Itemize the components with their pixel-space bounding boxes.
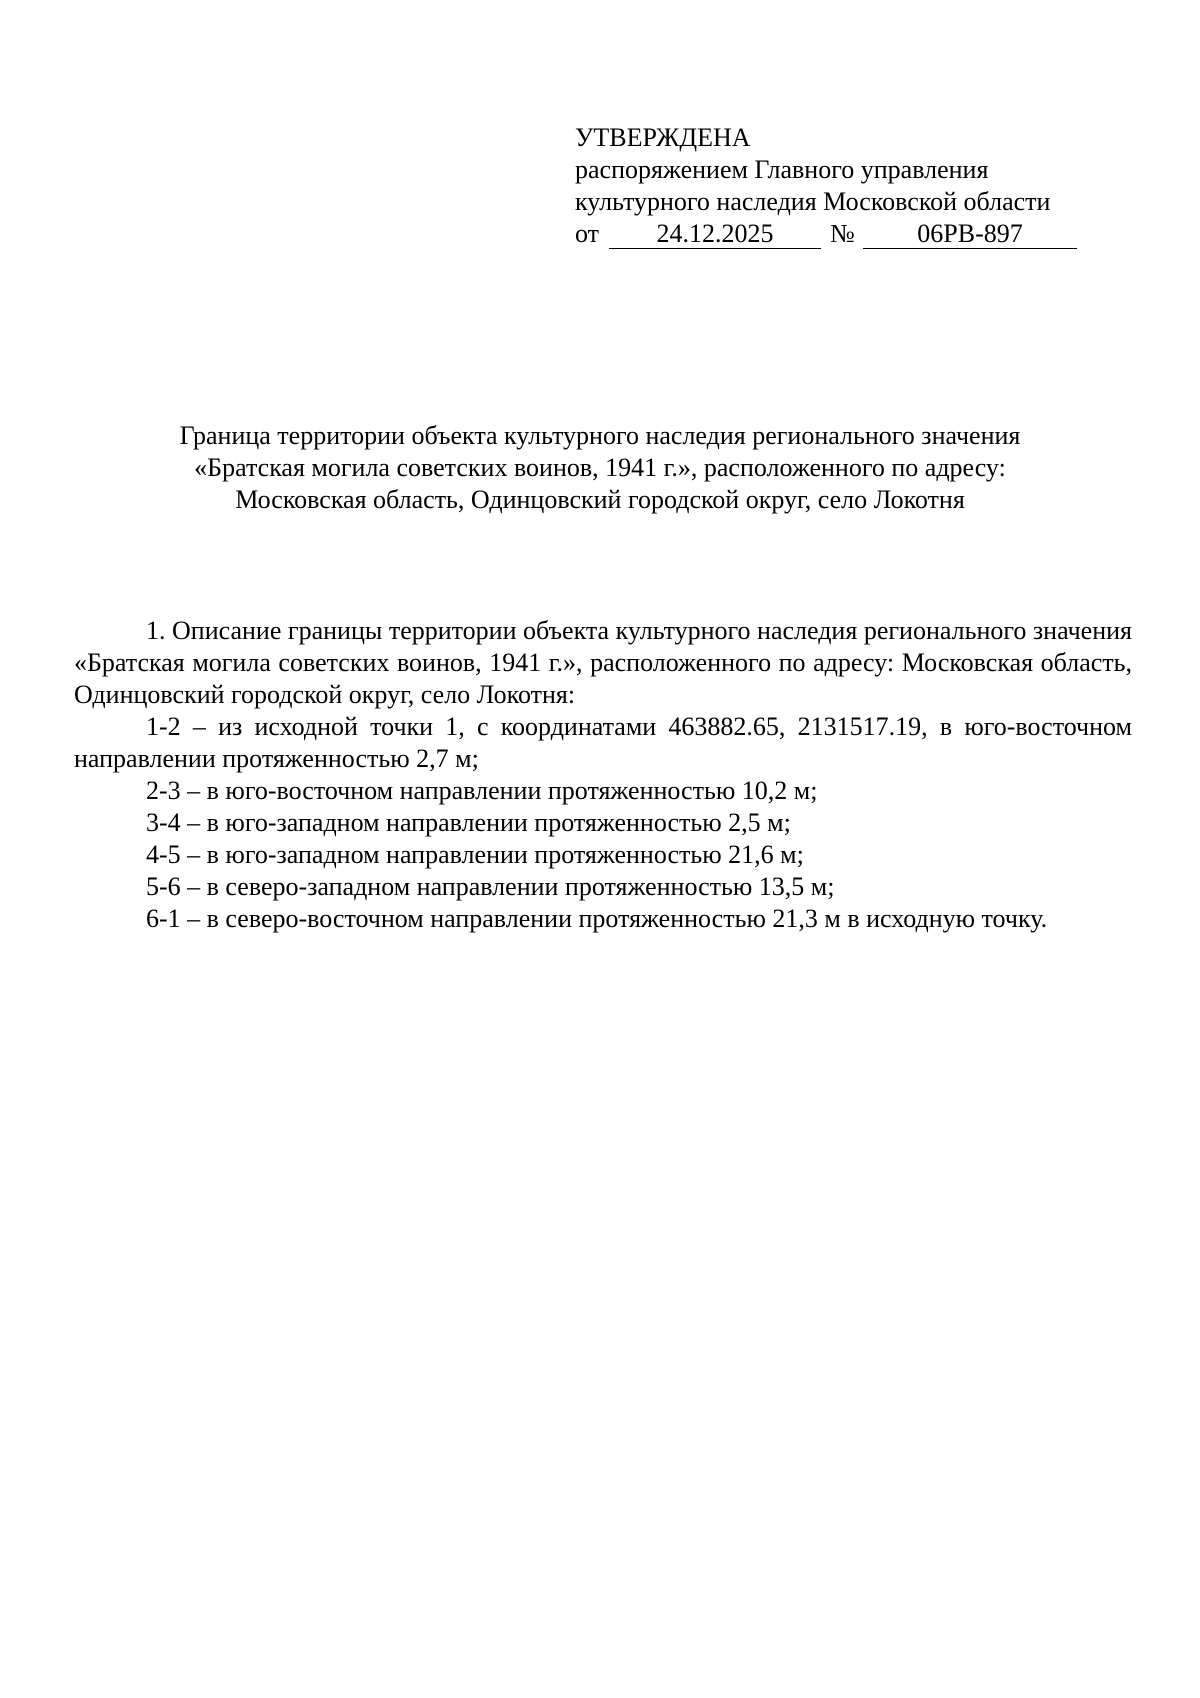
title-line-2: «Братская могила советских воинов, 1941 г.», расположенного по адресу: (194, 453, 1006, 482)
paragraph-segment-5-6: 5-6 – в северо-западном направлении протяженностью 13,5 м; (146, 872, 835, 901)
approval-number: 06РВ-897 (863, 218, 1077, 249)
document-title (80, 420, 1120, 516)
paragraph-segment-6-1: 6-1 – в северо-восточном направлении протяженностью 21,3 м в исходную точку. (146, 904, 1048, 933)
number-sign: № (830, 219, 855, 248)
paragraph-segment-4-5: 4-5 – в юго-западном направлении протяженностью 21,6 м; (146, 840, 804, 869)
approval-date: 24.12.2025 (609, 218, 821, 249)
paragraph-segment-1-2: 1-2 – из исходной точки 1, с координатами 463882.65, 2131517.19, в юго-восточном направлении протяженностью 2,7 м; (74, 712, 1132, 773)
title-line-1: Граница территории объекта культурного наследия регионального значения (179, 421, 1021, 450)
approval-line-1: распоряжением Главного управления (575, 155, 989, 184)
approval-line-2: культурного наследия Московской области (575, 187, 1051, 216)
paragraph-intro: 1. Описание границы территории объекта культурного наследия регионального значения «Братская могила советских воинов, 1941 г.», расположенного по адресу: Московская область, Одинцовский городской округ, село Локотня: (74, 616, 1132, 709)
approval-stamp-block (575, 122, 1115, 250)
approval-date-line (575, 218, 1115, 250)
boundary-description (74, 615, 1132, 935)
approval-status: УТВЕРЖДЕНА (575, 123, 751, 152)
paragraph-segment-3-4: 3-4 – в юго-западном направлении протяженностью 2,5 м; (146, 808, 791, 837)
date-prefix: от (575, 219, 600, 248)
paragraph-segment-2-3: 2-3 – в юго-восточном направлении протяженностью 10,2 м; (146, 776, 818, 805)
title-line-3: Московская область, Одинцовский городской округ, село Локотня (235, 485, 965, 514)
